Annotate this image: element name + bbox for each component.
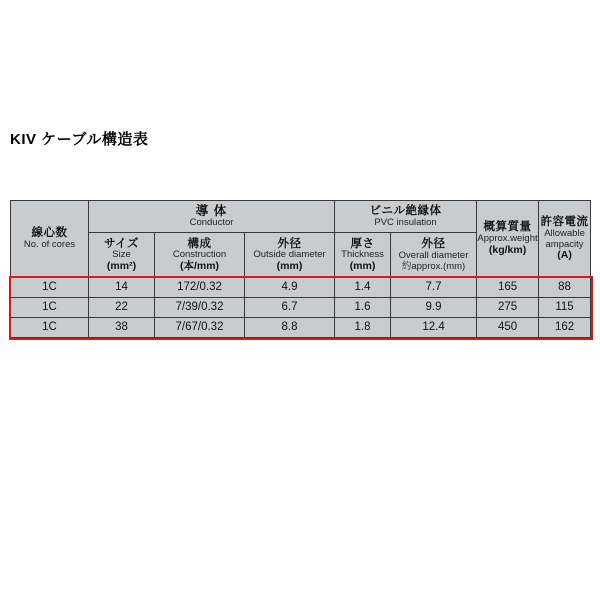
cell-overall-diameter: 7.7	[391, 278, 477, 298]
cell-size: 22	[89, 298, 155, 318]
cell-size: 14	[89, 278, 155, 298]
table-row	[11, 278, 591, 298]
header-thickness-unit: (mm)	[349, 260, 376, 273]
cell-outside-diameter: 6.7	[245, 298, 335, 318]
header-group-insulation	[335, 201, 477, 233]
header-overall-diameter-en: Overall diameter	[398, 250, 469, 262]
cable-spec-table-wrapper	[10, 200, 590, 338]
cell-overall-diameter: 9.9	[391, 298, 477, 318]
header-weight-jp: 概算質量	[483, 221, 532, 234]
header-cell-thickness	[335, 233, 391, 278]
header-overall-diameter-jp: 外径	[421, 238, 446, 251]
cell-cores: 1C	[11, 298, 89, 318]
header-ampacity-en: Allowable ampacity	[544, 227, 585, 250]
header-cores-en: No. of cores	[23, 239, 76, 251]
header-ampacity-unit: (A)	[557, 249, 572, 262]
table-group-header-row	[11, 201, 591, 233]
header-ampacity-jp: 許容電流	[540, 216, 589, 229]
cell-weight: 450	[477, 318, 539, 338]
cell-outside-diameter: 8.8	[245, 318, 335, 338]
header-conductor-en: Conductor	[189, 217, 234, 229]
header-thickness-jp: 厚さ	[350, 237, 375, 250]
header-insulation-en: PVC insulation	[374, 216, 437, 228]
table-row	[11, 318, 591, 338]
header-cell-cores	[11, 201, 89, 278]
cell-cores: 1C	[11, 278, 89, 298]
cable-spec-table	[10, 200, 591, 338]
cell-thickness: 1.6	[335, 298, 391, 318]
header-construction-unit: (本/mm)	[179, 260, 220, 273]
table-body	[11, 278, 591, 338]
header-thickness-en: Thickness	[341, 249, 384, 261]
header-cell-ampacity	[539, 201, 591, 278]
cell-size: 38	[89, 318, 155, 338]
cell-weight: 165	[477, 278, 539, 298]
header-insulation-jp: ビニル絶縁体	[369, 204, 442, 217]
cell-weight: 275	[477, 298, 539, 318]
cell-ampacity: 88	[539, 278, 591, 298]
header-group-conductor	[89, 201, 335, 233]
header-outside-diameter-unit: (mm)	[276, 260, 303, 273]
header-weight-en: Approx.weight	[477, 233, 538, 245]
cell-construction: 7/39/0.32	[155, 298, 245, 318]
header-cell-construction	[155, 233, 245, 278]
header-size-unit: (mm²)	[106, 260, 137, 273]
table-row	[11, 298, 591, 318]
header-size-en: Size	[112, 249, 131, 261]
header-cell-overall-diameter	[391, 233, 477, 278]
cell-construction: 7/67/0.32	[155, 318, 245, 338]
cell-outside-diameter: 4.9	[245, 278, 335, 298]
header-construction-jp: 構成	[187, 237, 212, 250]
page-title: KIV ケーブル構造表	[10, 131, 149, 148]
header-conductor-jp: 導 体	[195, 204, 228, 219]
header-outside-diameter-en: Outside diameter	[253, 249, 326, 261]
header-overall-diameter-unit: 約approx.(mm)	[401, 260, 466, 272]
cell-overall-diameter: 12.4	[391, 318, 477, 338]
header-cell-size	[89, 233, 155, 278]
header-cores-jp: 線心数	[31, 227, 68, 240]
cell-ampacity: 162	[539, 318, 591, 338]
cell-construction: 172/0.32	[155, 278, 245, 298]
table-header	[11, 201, 591, 278]
header-cell-weight	[477, 201, 539, 278]
cell-ampacity: 115	[539, 298, 591, 318]
header-cell-outside-diameter	[245, 233, 335, 278]
header-construction-en: Construction	[172, 249, 227, 261]
header-weight-unit: (kg/km)	[488, 243, 527, 256]
cell-thickness: 1.4	[335, 278, 391, 298]
header-outside-diameter-jp: 外径	[277, 237, 302, 250]
header-size-jp: サイズ	[103, 237, 140, 250]
cell-cores: 1C	[11, 318, 89, 338]
cell-thickness: 1.8	[335, 318, 391, 338]
